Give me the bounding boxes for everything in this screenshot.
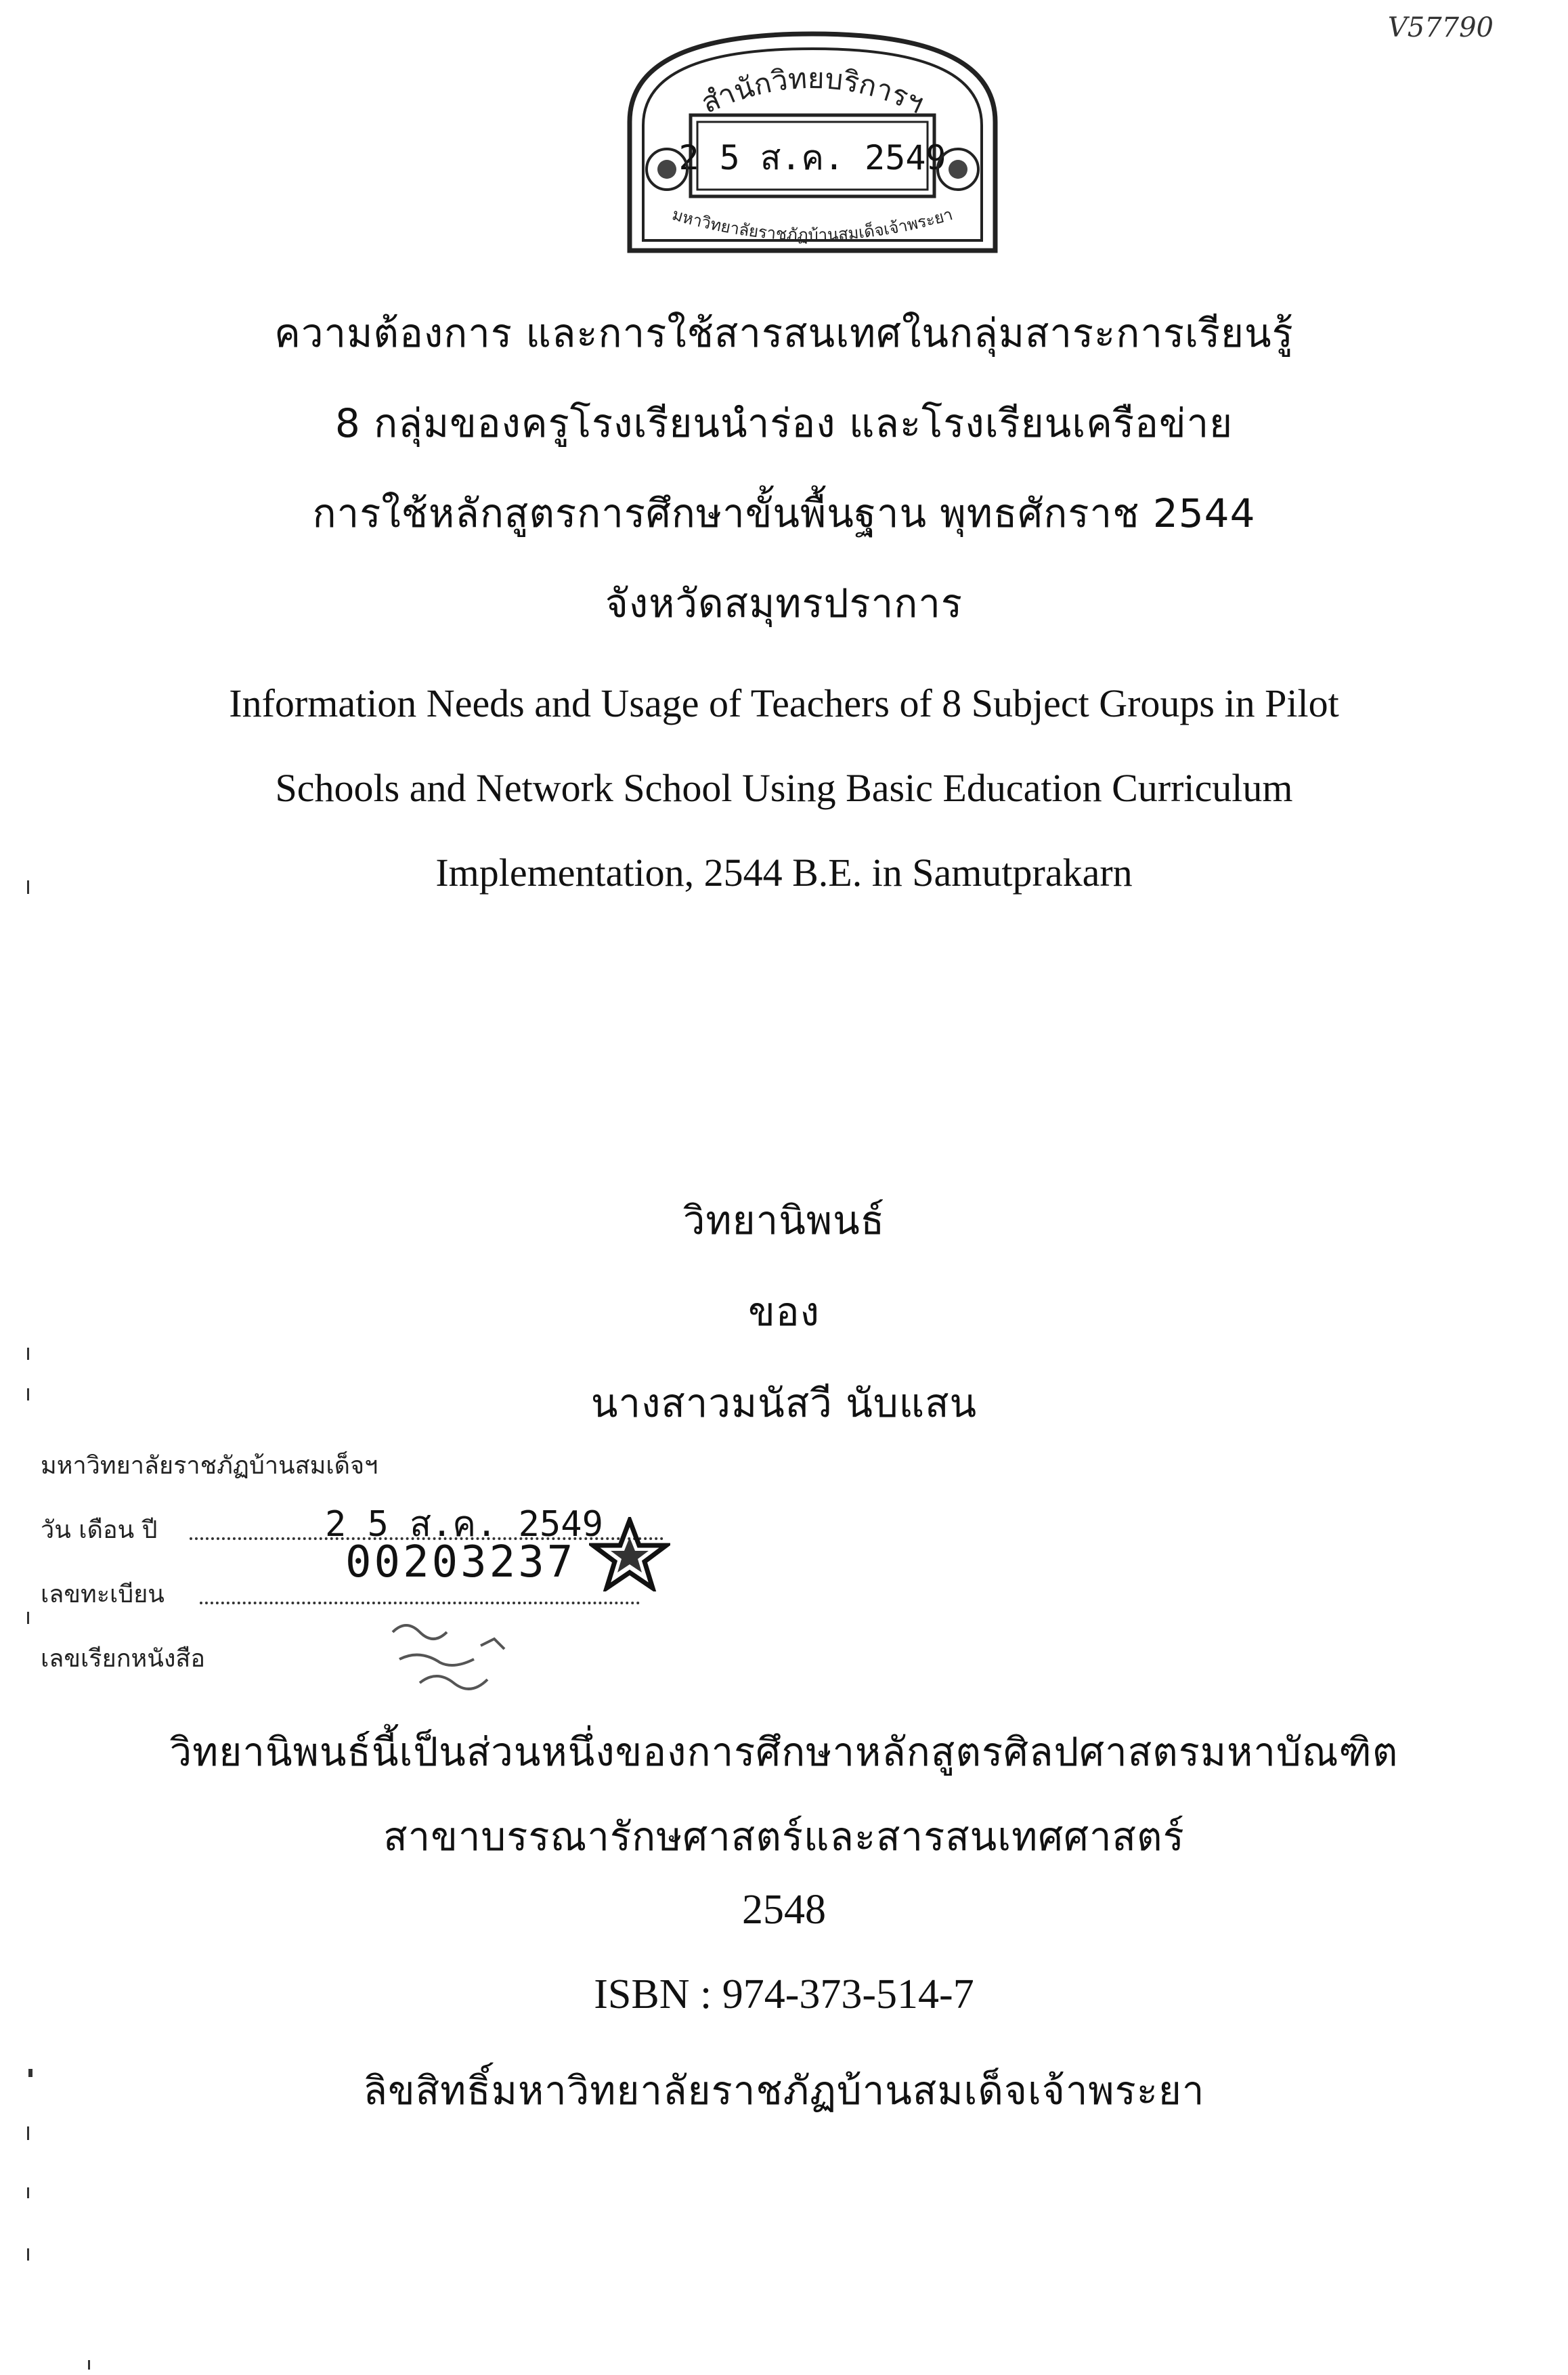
registration-dotted-line [200,1602,640,1604]
isbn: ISBN : 974-373-514-7 [594,1971,974,2017]
svg-text:มหาวิทยาลัยราชภัฏบ้านสมเด็จเจ้: มหาวิทยาลัยราชภัฏบ้านสมเด็จเจ้าพระยา [670,205,955,245]
title-english-line-3: Implementation, 2544 B.E. in Samutprakarn [435,851,1133,895]
title-thai-line-4: จังหวัดสมุทรปราการ [605,580,963,626]
call-number-scribble [379,1605,569,1707]
title-english-line-2: Schools and Network School Using Basic Education Curriculum [275,766,1293,810]
title-thai-line-3: การใช้หลักสูตรการศึกษาขั้นพื้นฐาน พุทธศักราช 2544 [312,490,1256,536]
registration-number: 00203237 [345,1537,576,1587]
registration-number-label: เลขทะเบียน [41,1581,165,1608]
date-label: วัน เดือน ปี [41,1516,158,1544]
svg-text:สำนักวิทยบริการฯ: สำนักวิทยบริการฯ [696,61,930,121]
degree-statement-line-2: สาขาบรรณารักษศาสตร์และสารสนเทศศาสตร์ [383,1814,1185,1860]
call-number-label: เลขเรียกหนังสือ [41,1645,206,1673]
degree-statement-line-1: วิทยานิพนธ์นี้เป็นส่วนหนึ่งของการศึกษาหลักสูตรศิลปศาสตรมหาบัณฑิต [169,1729,1399,1775]
title-english-line-1: Information Needs and Usage of Teachers of 8 Subject Groups in Pilot [229,681,1339,725]
date-value: 2 5 ส.ค. 2549 [325,1504,603,1545]
copyright-statement: ลิขสิทธิ์มหาวิทยาลัยราชภัฏบ้านสมเด็จเจ้าพระยา [363,2068,1205,2114]
handwritten-note: V57790 [1387,12,1494,43]
by-label: ของ [748,1289,820,1335]
star-mark [589,1517,670,1591]
author-name: นางสาวมนัสวี นับแสน [590,1380,978,1426]
year: 2548 [742,1887,826,1933]
registration-institution: มหาวิทยาลัยราชภัฏบ้านสมเด็จฯ [41,1452,378,1480]
stamp-date: 2 5 ส.ค. 2549 [678,138,946,177]
document-type: วิทยานิพนธ์ [682,1197,886,1243]
library-stamp [616,27,1009,271]
title-thai-line-1: ความต้องการ และการใช้สารสนเทศในกลุ่มสาระการเรียนรู้ [274,310,1294,356]
title-thai-line-2: 8 กลุ่มของครูโรงเรียนนำร่อง และโรงเรียนเครือข่าย [334,400,1234,446]
